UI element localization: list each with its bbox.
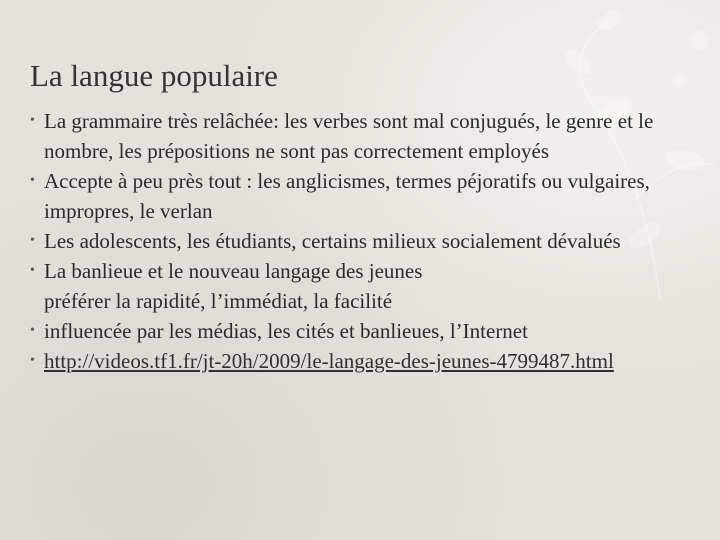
list-item: [30, 346, 700, 376]
list-item: [30, 256, 700, 316]
bullet-icon: •: [30, 113, 35, 128]
bullet-icon: •: [30, 263, 35, 278]
video-link[interactable]: http://videos.tf1.fr/jt-20h/2009/le-langage-des-jeunes-4799487.html: [44, 349, 614, 373]
bullet-icon: •: [30, 233, 35, 248]
bullet-list: [30, 106, 700, 376]
bullet-icon: •: [30, 173, 35, 188]
bullet-text: La banlieue et le nouveau langage des jeunes: [44, 259, 423, 283]
list-item: [30, 226, 700, 256]
bullet-text: Accepte à peu près tout : les anglicismes, termes péjoratifs ou vulgaires, impropres, le verlan: [44, 169, 650, 223]
bullet-icon: •: [30, 323, 35, 338]
list-item: [30, 316, 700, 346]
bullet-text: Les adolescents, les étudiants, certains milieux socialement dévalués: [44, 229, 621, 253]
list-item: [30, 166, 700, 226]
list-item: [30, 106, 700, 166]
bullet-text: La grammaire très relâchée: les verbes sont mal conjugués, le genre et le nombre, les prépositions ne sont pas correctement employés: [44, 109, 654, 163]
slide-title: La langue populaire: [30, 58, 278, 93]
bullet-icon: •: [30, 353, 35, 368]
bullet-text: influencée par les médias, les cités et banlieues, l’Internet: [44, 319, 528, 343]
bullet-continuation-text: préférer la rapidité, l’immédiat, la facilité: [44, 289, 393, 313]
